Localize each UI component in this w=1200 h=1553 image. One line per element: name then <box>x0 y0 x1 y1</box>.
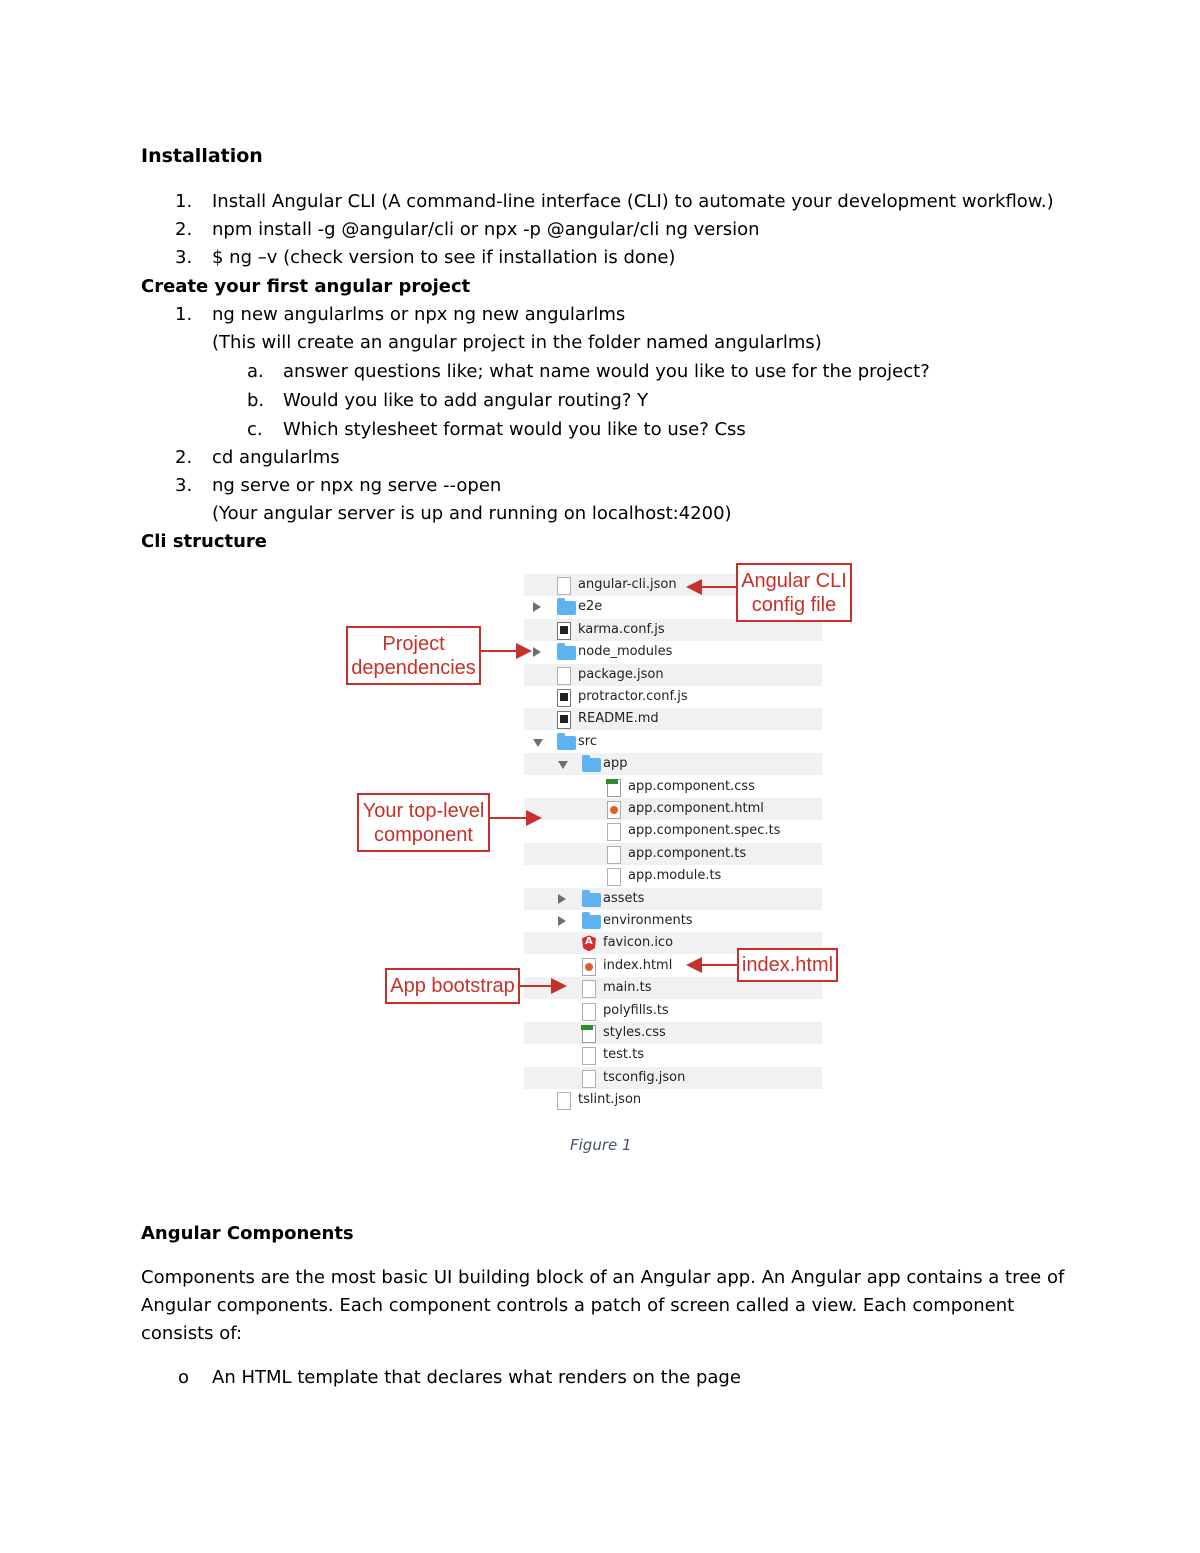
list-number: 1. <box>175 304 193 325</box>
figure-caption: Figure 1 <box>570 1136 632 1154</box>
doc-icon <box>582 1003 596 1021</box>
list-note: (Your angular server is up and running on localhost:4200) <box>212 503 732 524</box>
callout-project-deps <box>346 626 481 685</box>
tree-row[interactable] <box>524 1044 822 1066</box>
bullet-text: An HTML template that declares what renders on the page <box>212 1367 741 1388</box>
callout-line: Project <box>382 632 445 655</box>
folder-icon <box>582 915 601 929</box>
list-number: 2. <box>175 447 193 468</box>
list-letter: b. <box>247 390 265 411</box>
callout-line: Angular CLI <box>741 569 847 592</box>
tree-item-label: app <box>603 756 628 772</box>
tree-item-label: tsconfig.json <box>603 1069 686 1085</box>
disclosure-collapsed-icon[interactable] <box>558 894 566 904</box>
paragraph-line: Components are the most basic UI building block of an Angular app. An Angular app contains a tree of <box>141 1267 1065 1288</box>
tree-row[interactable] <box>524 910 822 932</box>
paragraph-line: Angular components. Each component controls a patch of screen called a view. Each component <box>141 1295 1015 1316</box>
list-letter: c. <box>247 419 263 440</box>
folder-icon <box>582 893 601 907</box>
list-item: Install Angular CLI (A command-line interface (CLI) to automate your development workflow.) <box>212 191 1054 212</box>
list-item: $ ng –v (check version to see if installation is done) <box>212 247 676 268</box>
callout-bootstrap <box>385 968 520 1004</box>
disclosure-expanded-icon[interactable] <box>558 761 568 769</box>
doc-icon <box>557 577 571 595</box>
callout-top-level <box>357 793 490 852</box>
folder-icon <box>557 736 576 750</box>
css-icon <box>607 779 621 797</box>
tree-row[interactable] <box>524 820 822 842</box>
list-item: Would you like to add angular routing? Y <box>283 390 649 411</box>
doc-icon <box>582 980 596 998</box>
tree-item-label: assets <box>603 890 645 906</box>
tree-row[interactable] <box>524 776 822 798</box>
doc-icon <box>607 846 621 864</box>
list-number: 3. <box>175 475 193 496</box>
callout-angular-cli <box>736 563 852 622</box>
tree-row[interactable] <box>524 753 822 775</box>
folder-icon <box>557 646 576 660</box>
tree-row[interactable] <box>524 686 822 708</box>
css-icon <box>582 1025 596 1043</box>
callout-line: App bootstrap <box>390 975 515 997</box>
doc-icon <box>557 667 571 685</box>
folder-icon <box>582 758 601 772</box>
tree-row[interactable] <box>524 708 822 730</box>
tree-row[interactable] <box>524 664 822 686</box>
tree-row[interactable] <box>524 641 822 663</box>
components-heading: Angular Components <box>141 1223 354 1244</box>
tree-row[interactable] <box>524 865 822 887</box>
callout-line: config file <box>751 593 837 616</box>
tree-item-label: polyfills.ts <box>603 1002 669 1018</box>
disclosure-collapsed-icon[interactable] <box>533 602 541 612</box>
tree-item-label: test.ts <box>603 1047 644 1063</box>
tree-item-label: app.component.spec.ts <box>628 823 781 839</box>
html-icon <box>607 801 621 819</box>
tree-item-label: angular-cli.json <box>578 577 677 592</box>
callout-line: dependencies <box>351 656 476 679</box>
exec-icon <box>557 622 571 640</box>
angular-icon <box>582 935 596 951</box>
list-item: cd angularlms <box>212 447 340 468</box>
tree-item-label: favicon.ico <box>603 935 674 951</box>
exec-icon <box>557 689 571 707</box>
tree-item-label: app.module.ts <box>628 868 722 884</box>
tree-row[interactable] <box>524 1067 822 1089</box>
callout-line: Your top-level <box>362 799 485 822</box>
tree-item-label: app.component.css <box>628 778 755 794</box>
html-icon <box>582 958 596 976</box>
list-number: 3. <box>175 247 193 268</box>
doc-icon <box>557 1092 571 1110</box>
bullet-marker: o <box>178 1367 190 1388</box>
tree-row[interactable] <box>524 1000 822 1022</box>
tree-item-label: app.component.ts <box>628 845 747 861</box>
list-number: 1. <box>175 191 193 212</box>
tree-item-label: package.json <box>578 666 664 682</box>
doc-icon <box>607 823 621 841</box>
tree-item-label: environments <box>603 913 693 928</box>
tree-row[interactable] <box>524 731 822 753</box>
list-item: Which stylesheet format would you like to use? Css <box>283 419 746 440</box>
list-item: npm install -g @angular/cli or npx -p @angular/cli ng version <box>212 219 760 240</box>
cli-structure-heading: Cli structure <box>141 531 267 552</box>
tree-row[interactable] <box>524 888 822 910</box>
callout-line: index.html <box>741 954 834 976</box>
tree-row[interactable] <box>524 798 822 820</box>
list-note: (This will create an angular project in the folder named angularlms) <box>212 332 822 353</box>
list-item: ng new angularlms or npx ng new angularlms <box>212 304 626 325</box>
tree-row[interactable] <box>524 619 822 641</box>
callout-line: component <box>374 823 473 846</box>
tree-item-label: app.component.html <box>628 801 764 816</box>
doc-icon <box>582 1047 596 1065</box>
installation-heading: Installation <box>141 145 263 167</box>
tree-item-label: protractor.conf.js <box>578 689 688 704</box>
folder-icon <box>557 601 576 615</box>
tree-item-label: e2e <box>578 599 603 615</box>
tree-item-label: tslint.json <box>578 1092 642 1108</box>
callout-index-html <box>737 948 838 982</box>
tree-row[interactable] <box>524 1089 822 1111</box>
tree-item-label: karma.conf.js <box>578 621 665 637</box>
disclosure-collapsed-icon[interactable] <box>558 916 566 926</box>
paragraph-line: consists of: <box>141 1323 243 1344</box>
tree-row[interactable] <box>524 843 822 865</box>
tree-item-label: main.ts <box>603 980 652 996</box>
disclosure-collapsed-icon[interactable] <box>533 647 541 657</box>
disclosure-expanded-icon[interactable] <box>533 739 543 747</box>
list-item: answer questions like; what name would you like to use for the project? <box>283 361 930 382</box>
list-item: ng serve or npx ng serve --open <box>212 475 502 496</box>
tree-item-label: README.md <box>578 711 659 727</box>
list-number: 2. <box>175 219 193 240</box>
list-letter: a. <box>247 361 264 382</box>
tree-item-label: node_modules <box>578 644 673 660</box>
tree-row[interactable] <box>524 1022 822 1044</box>
first-project-heading: Create your first angular project <box>141 276 471 297</box>
tree-item-label: styles.css <box>603 1025 666 1040</box>
doc-icon <box>582 1070 596 1088</box>
tree-item-label: index.html <box>603 957 673 973</box>
exec-icon <box>557 711 571 729</box>
doc-icon <box>607 868 621 886</box>
tree-item-label: src <box>578 733 597 749</box>
